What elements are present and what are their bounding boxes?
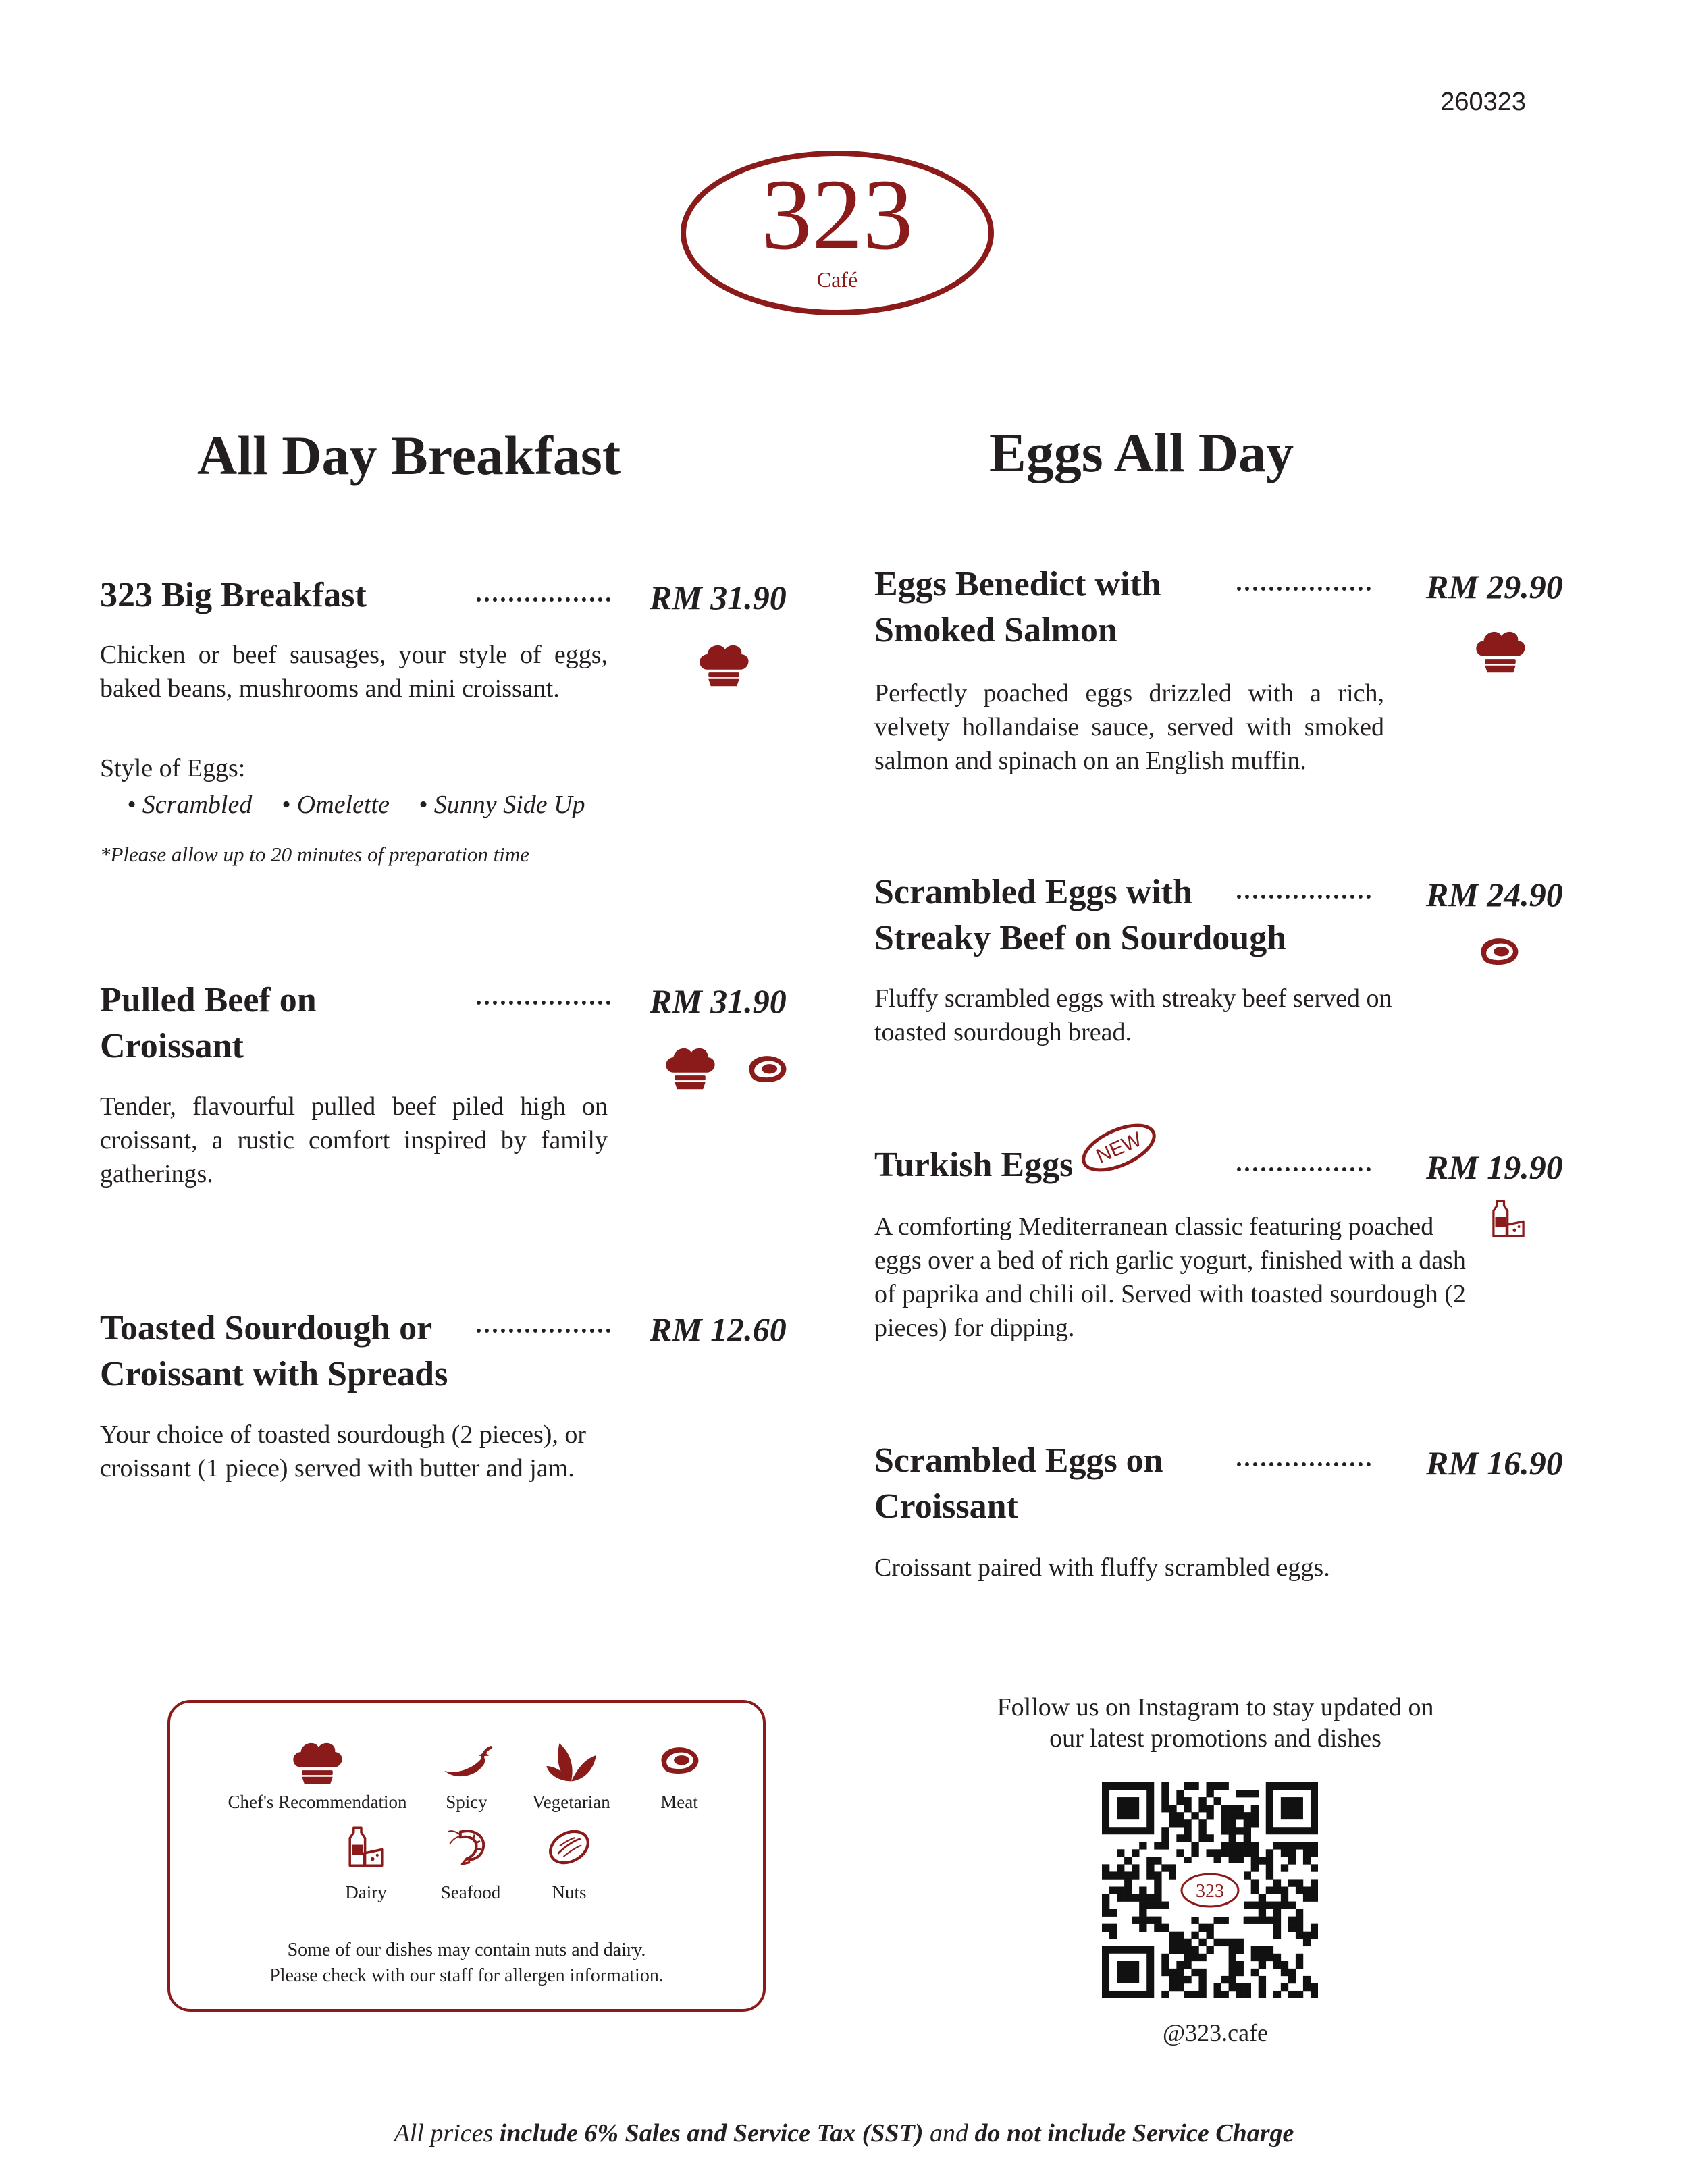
- chili-icon: [440, 1743, 493, 1780]
- legend-label: Meat: [660, 1792, 698, 1812]
- allergen-note: Some of our dishes may contain nuts and dairy.: [287, 1940, 646, 1961]
- menu-item-price: RM 31.90: [650, 982, 787, 1020]
- qr-logo: 323: [1196, 1881, 1224, 1902]
- allergen-legend: [167, 1700, 766, 2012]
- menu-item-title: Eggs Benedict with Smoked Salmon: [874, 565, 1161, 649]
- menu-item-description: Tender, flavourful pulled beef piled high on croissant, a rustic comfort inspired by family gatherings.: [100, 1092, 608, 1188]
- menu-item-description: Your choice of toasted sourdough (2 pieces), or croissant (1 piece) served with butter and jam.: [100, 1420, 587, 1483]
- document-code: 260323: [1440, 88, 1526, 116]
- menu-item-title: 323 Big Breakfast: [100, 576, 367, 614]
- new-badge: [1077, 1121, 1161, 1175]
- leader-dots: [477, 1001, 610, 1005]
- tax-footer: All prices include 6% Sales and Service Tax (SST) and do not include Service Charge: [394, 2119, 1294, 2148]
- menu-item-price: RM 19.90: [1426, 1148, 1563, 1186]
- instagram-prompt: Follow us on Instagram to stay updated on our latest promotions and dishes: [997, 1693, 1434, 1753]
- leader-dots: [1237, 587, 1371, 591]
- shrimp-icon: [447, 1826, 492, 1866]
- chef-hat-icon: [694, 640, 754, 687]
- legend-label: Dairy: [345, 1882, 387, 1902]
- legend-label: Seafood: [440, 1882, 501, 1902]
- chef-hat-icon: [288, 1738, 347, 1785]
- menu-item-description: Perfectly poached eggs drizzled with a rich, velvety hollandaise sauce, served with smoked salmon and spinach on an English muffin.: [874, 679, 1384, 775]
- egg-style-option: • Scrambled: [127, 791, 253, 819]
- meat-icon: [655, 1743, 704, 1778]
- menu-item-title: Scrambled Eggs with Streaky Beef on Sourdough: [874, 873, 1287, 957]
- section-title-eggs: Eggs All Day: [989, 422, 1294, 483]
- chef-hat-icon: [1471, 627, 1530, 674]
- menu-item-description: Croissant paired with fluffy scrambled eggs.: [874, 1553, 1330, 1582]
- egg-style-option: • Omelette: [282, 791, 390, 819]
- egg-style-option: • Sunny Side Up: [419, 791, 585, 819]
- leader-dots: [1237, 895, 1371, 899]
- menu-item-description: Fluffy scrambled eggs with streaky beef served on toasted sourdough bread.: [874, 984, 1392, 1046]
- dairy-icon: [1491, 1199, 1526, 1240]
- menu-item-price: RM 16.90: [1426, 1444, 1563, 1482]
- menu-item-description: Chicken or beef sausages, your style of eggs, baked beans, mushrooms and mini croissant.: [100, 641, 608, 703]
- menu-item-title: Toasted Sourdough or Croissant with Spreads: [100, 1309, 448, 1393]
- egg-style-label: Style of Eggs:: [100, 754, 246, 782]
- legend-label: Spicy: [446, 1792, 487, 1812]
- meat-icon: [743, 1052, 791, 1087]
- leaf-icon: [544, 1739, 598, 1782]
- menu-item-description: A comforting Mediterranean classic featuring poached eggs over a bed of rich garlic yogurt, finished with a dash of paprika and chili oil. Served with toasted sourdough (2 pieces) for dipping.: [874, 1213, 1466, 1342]
- section-title-breakfast: All Day Breakfast: [197, 425, 621, 486]
- menu-item-price: RM 29.90: [1426, 568, 1563, 606]
- legend-label: Chef's Recommendation: [228, 1792, 407, 1812]
- menu-item-title: Scrambled Eggs on Croissant: [874, 1441, 1163, 1526]
- leader-dots: [1237, 1462, 1371, 1466]
- chef-hat-icon: [660, 1043, 720, 1090]
- dairy-icon: [347, 1826, 385, 1869]
- cafe-logo: [679, 149, 996, 317]
- menu-item-title: Turkish Eggs: [874, 1146, 1074, 1184]
- legend-label: Vegetarian: [532, 1792, 610, 1812]
- leader-dots: [477, 597, 610, 602]
- instagram-handle: @323.cafe: [1162, 2019, 1269, 2046]
- menu-item-price: RM 12.60: [650, 1310, 787, 1348]
- legend-label: Nuts: [552, 1882, 587, 1902]
- menu-item-title: Pulled Beef on Croissant: [100, 981, 317, 1065]
- logo-number: 323: [761, 159, 914, 271]
- menu-item-price: RM 24.90: [1426, 876, 1563, 913]
- leader-dots: [1237, 1167, 1371, 1171]
- nut-icon: [546, 1828, 593, 1866]
- leader-dots: [477, 1329, 610, 1333]
- instagram-qr-code[interactable]: [1102, 1782, 1318, 1998]
- logo-subtitle: Café: [816, 267, 858, 292]
- allergen-note: Please check with our staff for allergen information.: [269, 1965, 664, 1986]
- meat-icon: [1475, 934, 1523, 969]
- menu-item-price: RM 31.90: [650, 579, 787, 616]
- svg-text:NEW: NEW: [1092, 1128, 1145, 1168]
- preparation-note: *Please allow up to 20 minutes of preparation time: [100, 843, 530, 866]
